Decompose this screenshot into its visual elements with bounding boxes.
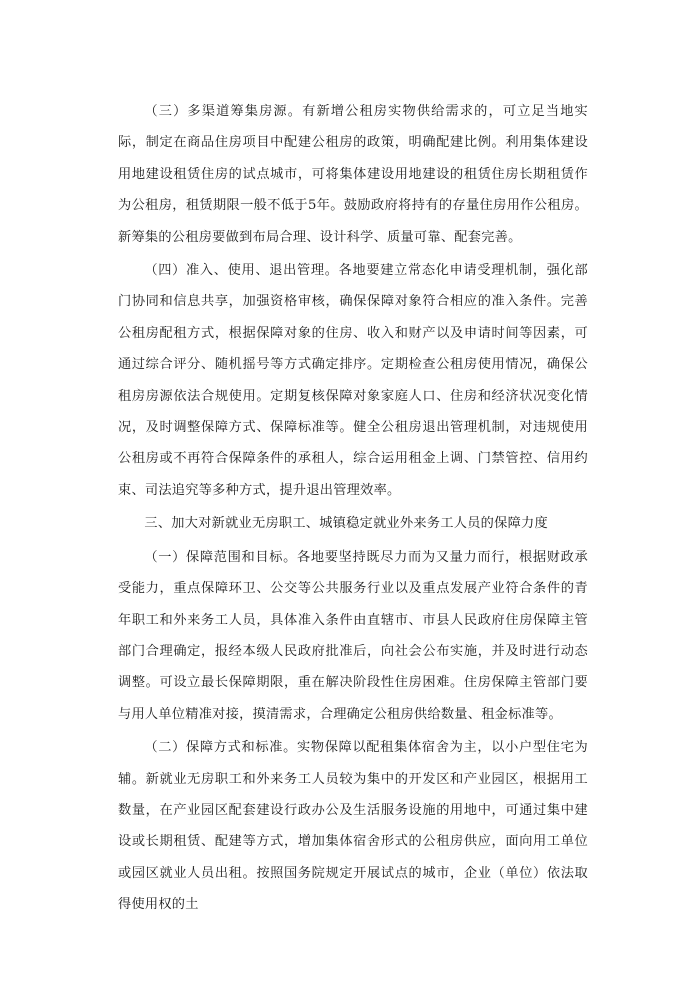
paragraph-methods-and-standards: （二）保障方式和标准。实物保障以配租集体宿舍为主，以小户型住宅为辅。新就业无房职工和外来务工人员较为集中的开发区和产业园区，根据用工数量，在产业园区配套建设行政办公及生活服务设施的用地中，可通过集中建设或长期租赁、配建等方式，增加集体宿舍形式的公租房供应，面向用工单位或园区就业人员出租。按照国务院规定开展试点的城市，企业（单位）依法取得使用权的土	[118, 740, 588, 913]
paragraph-housing-sources: （三）多渠道筹集房源。有新增公租房实物供给需求的，可立足当地实际，制定在商品住房项目中配建公租房的政策，明确配建比例。利用集体建设用地建设租赁住房的试点城市，可将集体建设用地建设的租赁住房长期租赁作为公租房，租赁期限一般不低于5年。鼓励政府将持有的存量住房用作公租房。新筹集的公租房要做到布局合理、设计科学、质量可靠、配套完善。	[118, 104, 588, 245]
section-heading-three: 三、加大对新就业无房职工、城镇稳定就业外来务工人员的保障力度	[144, 516, 548, 532]
document-page	[118, 96, 588, 921]
paragraph-scope-and-goals: （一）保障范围和目标。各地要坚持既尽力而为又量力而行，根据财政承受能力，重点保障环卫、公交等公共服务行业以及重点发展产业符合条件的青年职工和外来务工人员，具体准入条件由直辖市、市县人民政府住房保障主管部门合理确定，报经本级人民政府批准后，向社会公布实施，并及时进行动态调整。可设立最长保障期限，重在解决阶段性住房困难。住房保障主管部门要与用人单位精准对接，摸清需求，合理确定公租房供给数量、租金标准等。	[118, 549, 588, 722]
paragraph-access-management: （四）准入、使用、退出管理。各地要建立常态化申请受理机制，强化部门协同和信息共享，加强资格审核，确保保障对象符合相应的准入条件。完善公租房配租方式，根据保障对象的住房、收入和财产以及申请时间等因素，可通过综合评分、随机摇号等方式确定排序。定期检查公租房使用情况，确保公租房房源依法合规使用。定期复核保障对象家庭人口、住房和经济状况变化情况，及时调整保障方式、保障标准等。健全公租房退出管理机制，对违规使用公租房或不再符合保障条件的承租人，综合运用租金上调、门禁管控、信用约束、司法追究等多种方式，提升退出管理效率。	[118, 263, 588, 498]
